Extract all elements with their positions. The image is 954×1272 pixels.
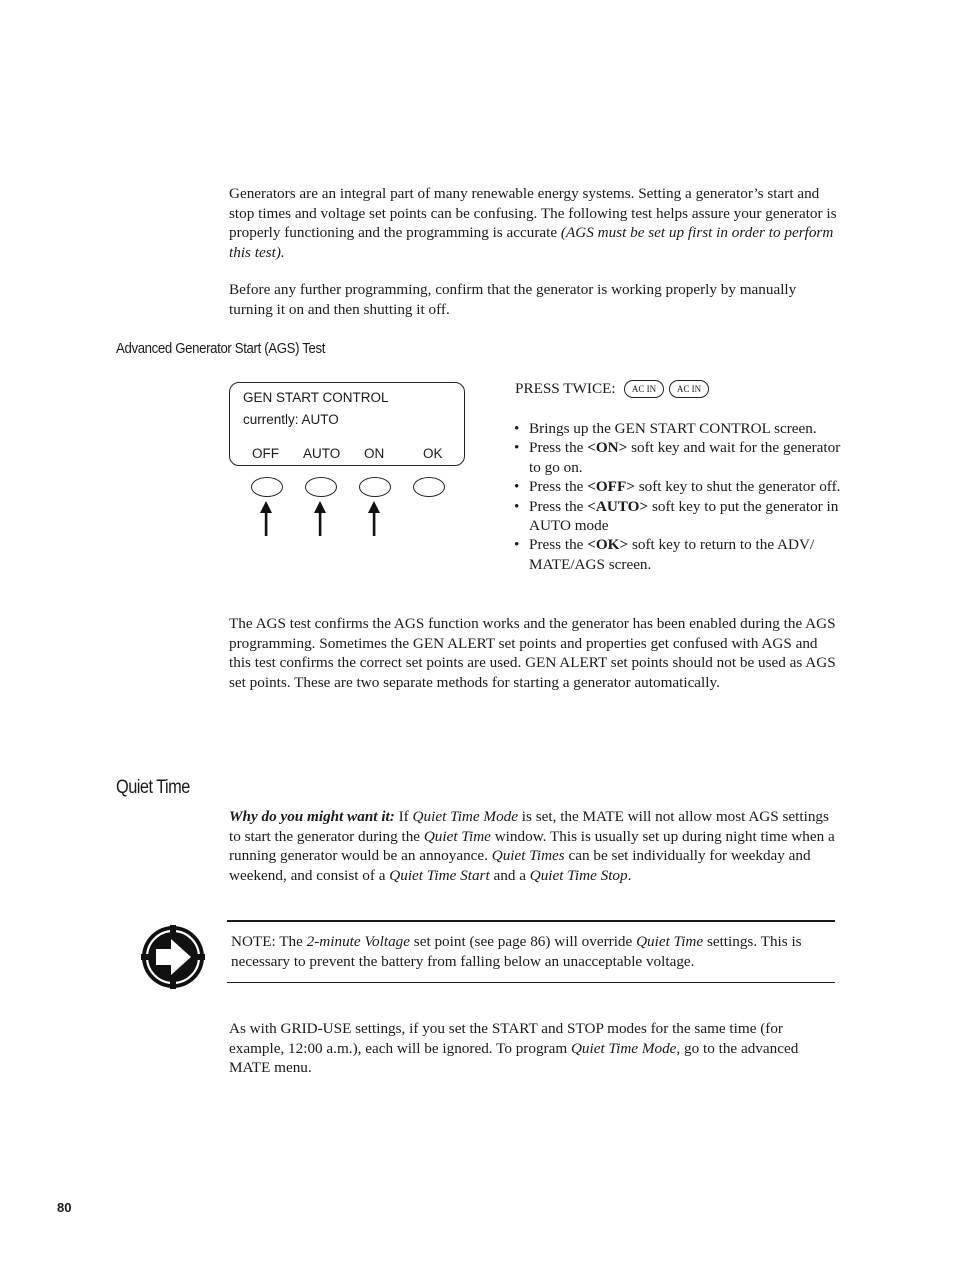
lcd-display [229, 382, 465, 466]
softkey-label-on: ON [364, 446, 385, 461]
list-item: • Press the <OK> soft key to return to the ADV/ MATE/AGS screen. [513, 535, 843, 574]
quiet-time-paragraph: Why do you might want it: If Quiet Time Mode is set, the MATE will not allow most AGS settings to start the generator during the Quiet Time window. This is usually set up during night time when a running generator would be an annoyance. Quiet Times can be set individually for weekday and weekend, and consist of a Quiet Time Start and a Quiet Time Stop. [229, 808, 835, 884]
note-bottom-rule [227, 982, 835, 983]
ac-in-key-icon: AC IN [669, 380, 709, 398]
list-item: • Brings up the GEN START CONTROL screen. [513, 419, 843, 438]
up-arrow-icon [258, 501, 274, 537]
list-item: • Press the <OFF> soft key to shut the generator off. [513, 477, 843, 496]
softkey-label-off: OFF [252, 446, 279, 461]
intro-text: Generators are an integral part of many renewable energy systems. Setting a generator’s start and stop times and voltage set points can be confusing. The following test helps assure your generator is properly functioning and the programming is accurate [229, 185, 837, 241]
ags-explanation: The AGS test confirms the AGS function works and the generator has been enabled during the AGS programming. Sometimes the GEN ALERT set points and properties get confused with AGS and this test confirms the correct set points are used. GEN ALERT set points should not be used as AGS set points. These are two separate methods for starting a generator automatically. [229, 615, 836, 691]
intro-paragraph-1 [229, 184, 839, 262]
final-paragraph: As with GRID-USE settings, if you set the START and STOP modes for the same time (for example, 12:00 a.m.), each will be ignored. To program Quiet Time Mode, go to the advanced MATE menu. [229, 1020, 799, 1076]
up-arrow-icon [366, 501, 382, 537]
display-line-2: currently: AUTO [243, 412, 339, 427]
softkey-button-on [359, 477, 391, 497]
list-item: • Press the <ON> soft key and wait for the generator to go on. [513, 438, 843, 477]
softkey-button-ok [413, 477, 445, 497]
softkey-button-auto [305, 477, 337, 497]
page-number: 80 [57, 1200, 72, 1215]
press-twice-label: PRESS TWICE: [515, 380, 616, 397]
softkey-label-ok: OK [423, 446, 443, 461]
ac-in-key-icon: AC IN [624, 380, 664, 398]
softkey-label-auto: AUTO [303, 446, 341, 461]
up-arrow-icon [312, 501, 328, 537]
instruction-list [513, 419, 843, 574]
note-text: NOTE: The 2-minute Voltage set point (see page 86) will override Quiet Time settings. This is necessary to prevent the battery from falling below an unacceptable voltage. [231, 933, 802, 970]
note-top-rule [227, 920, 835, 922]
intro-italic-note: (AGS must be set up first in order to perform this test). [229, 224, 834, 261]
note-arrow-icon [141, 925, 205, 989]
display-line-1: GEN START CONTROL [243, 390, 389, 405]
list-item: • Press the <AUTO> soft key to put the generator in AUTO mode [513, 497, 843, 536]
ags-heading: Advanced Generator Start (AGS) Test [116, 340, 326, 357]
softkey-button-off [251, 477, 283, 497]
quiet-time-heading: Quiet Time [116, 777, 190, 798]
intro-paragraph-2: Before any further programming, confirm that the generator is working properly by manually turning it on and then shutting it off. [229, 281, 797, 318]
